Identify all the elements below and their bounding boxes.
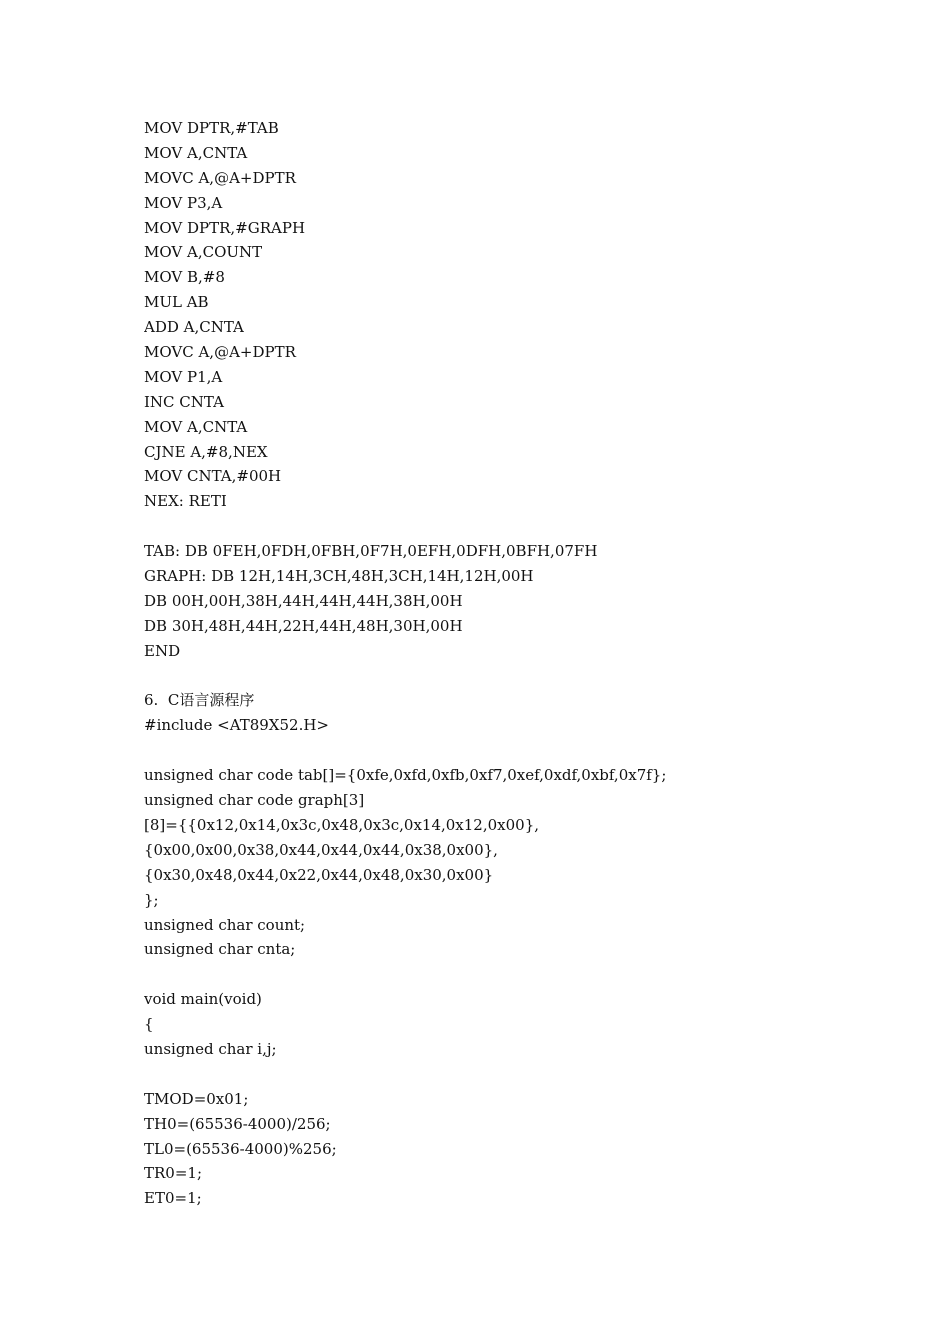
code-line-2: MOV A,CNTA xyxy=(144,143,248,162)
blank-line xyxy=(144,514,924,539)
code-line-6: MOV A,COUNT xyxy=(144,243,263,262)
code-line-4: MOV P3,A xyxy=(144,193,223,212)
code-listing xyxy=(144,116,924,1211)
code-line-tl0: TL0=(65536-4000)%256; xyxy=(144,1139,337,1158)
code-line-main: void main(void) xyxy=(144,990,262,1009)
code-line-graph-decl: unsigned char code graph[3] xyxy=(144,791,365,810)
code-line-cnta-decl: unsigned char cnta; xyxy=(144,940,296,959)
code-line-1: MOV DPTR,#TAB xyxy=(144,119,279,137)
section-heading-c-source: 6. C语言源程序 xyxy=(144,691,255,710)
blank-line xyxy=(144,738,924,763)
code-line-7: MOV B,#8 xyxy=(144,268,225,287)
code-line-10: MOVC A,@A+DPTR xyxy=(144,343,296,362)
code-line-5: MOV DPTR,#GRAPH xyxy=(144,218,306,237)
code-line-16: NEX: RETI xyxy=(144,492,227,511)
code-line-db-2: DB 00H,00H,38H,44H,44H,44H,38H,00H xyxy=(144,591,463,610)
code-line-graph: GRAPH: DB 12H,14H,3CH,48H,3CH,14H,12H,00H xyxy=(144,567,534,586)
code-line-3: MOVC A,@A+DPTR xyxy=(144,168,296,187)
code-line-end: END xyxy=(144,641,181,660)
code-line-tab: TAB: DB 0FEH,0FDH,0FBH,0F7H,0EFH,0DFH,0BFH,07FH xyxy=(144,542,598,561)
code-line-db-3: DB 30H,48H,44H,22H,44H,48H,30H,00H xyxy=(144,616,463,635)
code-line-tr0: TR0=1; xyxy=(144,1164,203,1183)
code-line-graph-row-2: {0x00,0x00,0x38,0x44,0x44,0x44,0x38,0x00}, xyxy=(144,840,498,859)
code-line-11: MOV P1,A xyxy=(144,367,223,386)
code-line-tab-array: unsigned char code tab[]={0xfe,0xfd,0xfb,0xf7,0xef,0xdf,0xbf,0x7f}; xyxy=(144,766,667,785)
code-line-tmod: TMOD=0x01; xyxy=(144,1089,249,1108)
code-line-count-decl: unsigned char count; xyxy=(144,915,306,934)
code-line-13: MOV A,CNTA xyxy=(144,417,248,436)
code-line-th0: TH0=(65536-4000)/256; xyxy=(144,1114,331,1133)
code-line-include: #include <AT89X52.H> xyxy=(144,716,329,735)
code-line-ij-decl: unsigned char i,j; xyxy=(144,1039,277,1058)
code-line-et0: ET0=1; xyxy=(144,1189,202,1208)
code-line-14: CJNE A,#8,NEX xyxy=(144,442,268,461)
code-line-graph-row-3: {0x30,0x48,0x44,0x22,0x44,0x48,0x30,0x00} xyxy=(144,865,494,884)
blank-line xyxy=(144,1062,924,1087)
code-line-graph-close: }; xyxy=(144,890,159,909)
code-line-12: INC CNTA xyxy=(144,392,224,411)
blank-line xyxy=(144,664,924,689)
code-line-8: MUL AB xyxy=(144,293,209,312)
code-line-15: MOV CNTA,#00H xyxy=(144,467,282,486)
code-line-9: ADD A,CNTA xyxy=(144,318,244,337)
blank-line xyxy=(144,962,924,987)
code-line-graph-row-1: [8]={{0x12,0x14,0x3c,0x48,0x3c,0x14,0x12,0x00}, xyxy=(144,815,540,834)
code-line-open-brace: { xyxy=(144,1015,154,1034)
